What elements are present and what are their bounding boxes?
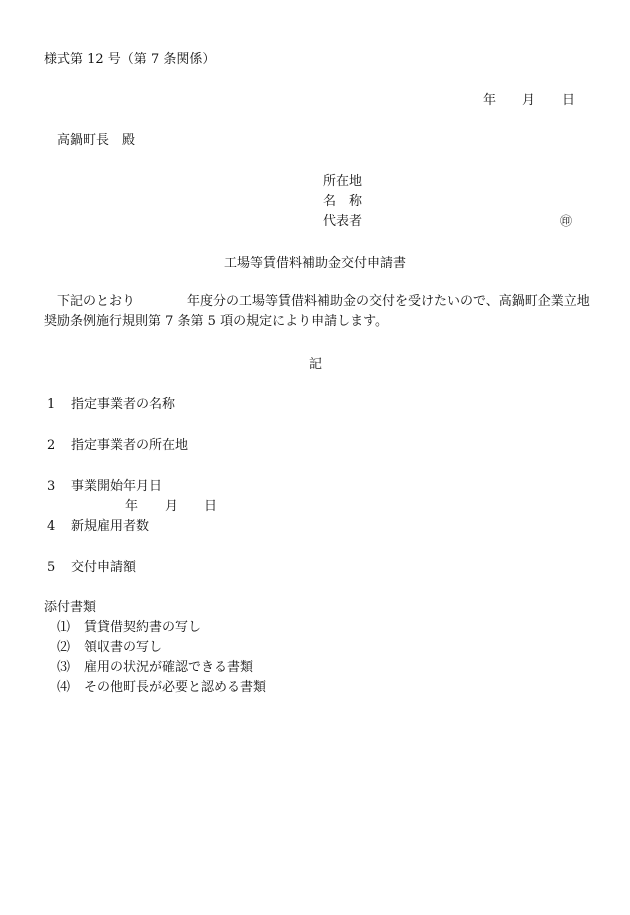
attachment-number: ⑶ bbox=[57, 660, 71, 675]
attachment-number: ⑴ bbox=[57, 620, 71, 635]
attachments-heading: 添付書類 bbox=[44, 600, 97, 615]
item-label: 交付申請額 bbox=[71, 560, 137, 575]
attachment-number: ⑷ bbox=[57, 680, 71, 695]
attachment-label: 領収書の写し bbox=[84, 640, 163, 655]
item-number: 5 bbox=[47, 560, 56, 575]
body-part1: 下記のとおり bbox=[57, 294, 136, 309]
body-paragraph bbox=[44, 292, 592, 332]
item-label: 指定事業者の所在地 bbox=[71, 438, 189, 453]
item-number: 2 bbox=[47, 438, 56, 453]
start-date-day: 日 bbox=[204, 499, 218, 514]
attachment-label: 雇用の状況が確認できる書類 bbox=[84, 660, 254, 675]
date-year: 年 bbox=[483, 93, 497, 108]
item-label: 新規雇用者数 bbox=[71, 519, 150, 534]
representative-label: 代表者 bbox=[323, 214, 363, 229]
item-label: 指定事業者の名称 bbox=[71, 397, 176, 412]
attachment-number: ⑵ bbox=[57, 640, 71, 655]
item-label: 事業開始年月日 bbox=[71, 479, 163, 494]
date-day: 日 bbox=[562, 93, 576, 108]
start-date-year: 年 bbox=[125, 499, 139, 514]
seal-mark: ㊞ bbox=[560, 214, 573, 228]
attachment-label: その他町長が必要と認める書類 bbox=[84, 680, 267, 695]
ki-heading: 記 bbox=[309, 357, 323, 372]
name-label: 名 称 bbox=[323, 194, 363, 209]
address-label: 所在地 bbox=[323, 174, 363, 189]
attachment-label: 賃貸借契約書の写し bbox=[84, 620, 202, 635]
body-part2: 年度分の工場等賃借料補助金の交付を受けたいので、高鍋町企業立地奨励条例施行規則第 7 条第 5 項の規定により申請します。 bbox=[44, 294, 590, 329]
item-number: 3 bbox=[47, 479, 56, 494]
item-number: 4 bbox=[47, 519, 56, 534]
form-number: 様式第 12 号（第 7 条関係） bbox=[44, 52, 216, 67]
date-month: 月 bbox=[522, 93, 536, 108]
start-date-month: 月 bbox=[165, 499, 179, 514]
document-title: 工場等賃借料補助金交付申請書 bbox=[224, 256, 407, 271]
addressee: 高鍋町長 殿 bbox=[57, 133, 136, 148]
item-number: 1 bbox=[47, 397, 56, 412]
